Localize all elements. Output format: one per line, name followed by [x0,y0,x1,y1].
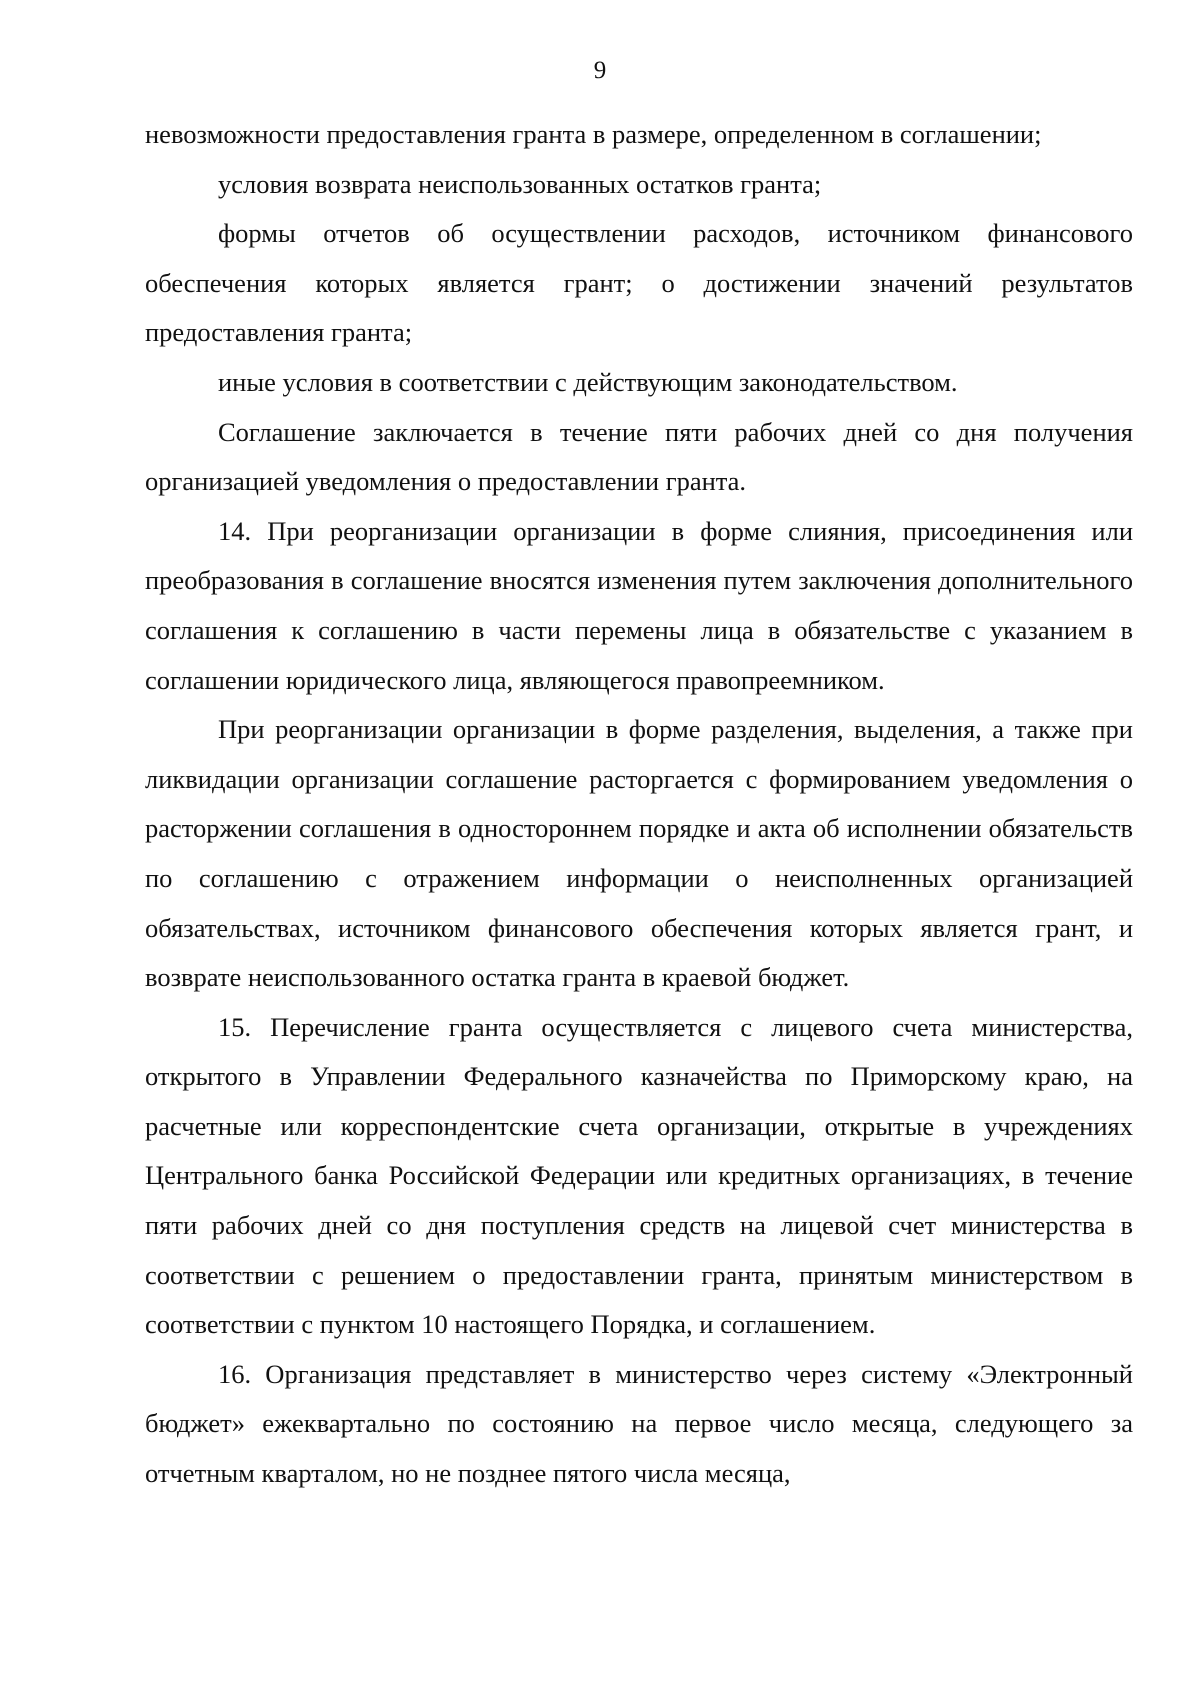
paragraph-1: невозможности предоставления гранта в размере, определенном в соглашении; [145,119,1042,149]
paragraph-4: иные условия в соответствии с действующим законодательством. [218,366,958,397]
paragraph-16: 16. Организация представляет в министерство через систему «Электронный бюджет» ежеквартально по состоянию на первое число месяца, следующего за отчетным кварталом, но не позднее пятого числа месяца, [145,1358,1133,1489]
page-number: 9 [593,57,607,84]
document-body [145,110,1133,1499]
paragraph-15: 15. Перечисление гранта осуществляется с лицевого счета министерства, открытого в Управлении Федерального казначейства по Приморскому краю, на расчетные или корреспондентские счета организации, открытые в учреждениях Центрального банка Российской Федерации или кредитных организациях, в течение пяти рабочих дней со дня поступления средств на лицевой счет министерства в соответствии с решением о предоставлении гранта, принятым министерством в соответствии с пунктом 10 настоящего Порядка, и соглашением. [145,1011,1133,1340]
paragraph-3: формы отчетов об осуществлении расходов, источником финансового обеспечения которых является грант; о достижении значений результатов предоставления гранта; [145,218,1133,348]
paragraph-14-continuation: При реорганизации организации в форме разделения, выделения, а также при ликвидации организации соглашение расторгается с формированием уведомления о расторжении соглашения в одностороннем порядке и акта об исполнении обязательств по соглашению с отражением информации о неисполненных организацией обязательствах, источником финансового обеспечения которых является грант, и возврате неиспользованного остатка гранта в краевой бюджет. [145,714,1133,993]
paragraph-14: 14. При реорганизации организации в форме слияния, присоединения или преобразования в соглашение вносятся изменения путем заключения дополнительного соглашения к соглашению в части перемены лица в обязательстве с указанием в соглашении юридического лица, являющегося правопреемником. [145,515,1133,695]
paragraph-5: Соглашение заключается в течение пяти рабочих дней со дня получения организацией уведомления о предоставлении гранта. [145,416,1133,497]
paragraph-2: условия возврата неиспользованных остатков гранта; [218,168,822,199]
